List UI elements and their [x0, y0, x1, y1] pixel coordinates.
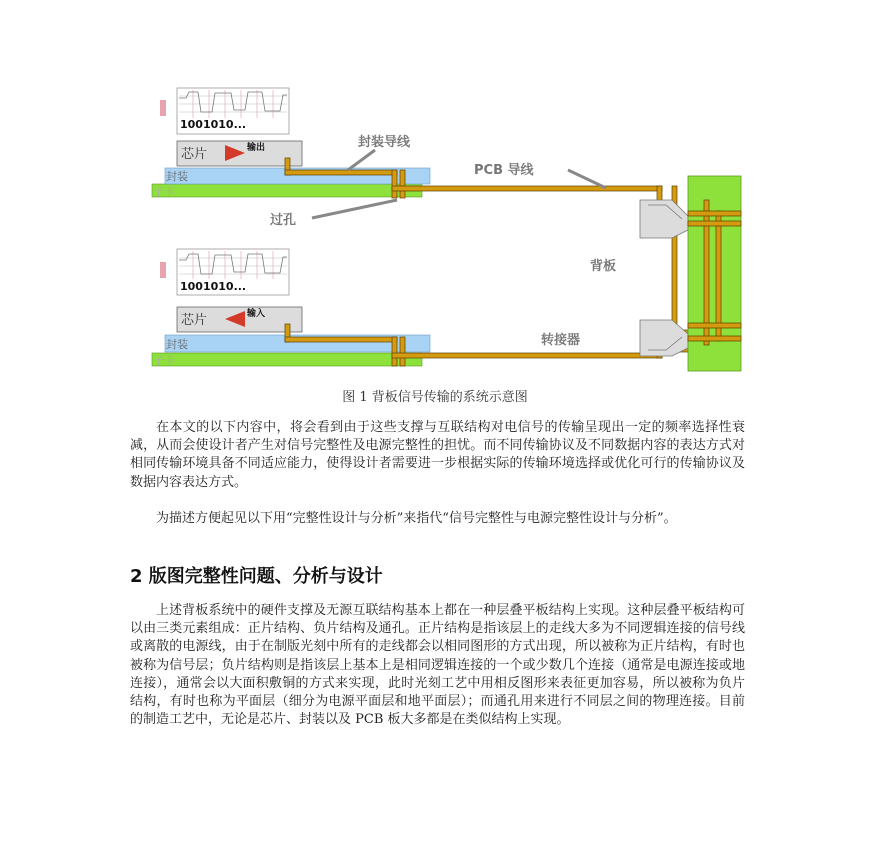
paragraph-1: 在本文的以下内容中，将会看到由于这些支撑与互联结构对电信号的传输呈现出一定的频率选择性衰减，从而会使设计者产生对信号完整性及电源完整性的担忧。而不同传输协议及不同数据内容的表达方式对相同传输环境具备不同适应能力，使得设计者需要进一步根据实际的传输环境选择或优化可行的传输协议及数据内容表达方式。 [130, 420, 745, 490]
section-heading: 2 版图完整性问题、分析与设计 [130, 566, 383, 587]
top-chip-label: 芯片 [181, 147, 208, 162]
backplane-label: 背板 [590, 259, 617, 274]
figure-caption: 图 1 背板信号传输的系统示意图 [342, 390, 528, 405]
paragraph-2: 为描述方便起见以下用“完整性设计与分析”来指代“信号完整性与电源完整性设计与分析”。 [156, 511, 677, 526]
connector-label: 转接器 [541, 333, 581, 348]
pcb-trace-pointer [568, 170, 606, 188]
top-daughter-card [152, 184, 422, 197]
pcb-trace-label: PCB 导线 [474, 163, 534, 178]
via-label: 过孔 [270, 213, 297, 228]
bottom-waveform-plot [160, 249, 289, 295]
output-label: 输出 [247, 143, 266, 153]
package-trace-pointer [348, 150, 375, 170]
package-trace-label: 封装导线 [358, 135, 411, 150]
top-daughter-card-label: 子卡 [153, 185, 175, 198]
bits-bottom-text: 1001010... [180, 280, 247, 293]
top-connector [640, 200, 688, 238]
backplane-board [688, 176, 741, 371]
top-waveform-plot [160, 88, 289, 134]
bottom-package-label: 封装 [166, 338, 188, 351]
backplane-system-diagram [0, 0, 870, 380]
via-pointer [312, 200, 397, 218]
bottom-daughter-card [152, 353, 422, 366]
bottom-daughter-card-label: 子卡 [153, 354, 175, 367]
bottom-chip-label: 芯片 [181, 313, 208, 328]
bottom-connector [640, 320, 688, 356]
input-label: 输入 [247, 309, 266, 319]
paragraph-3: 上述背板系统中的硬件支撑及无源互联结构基本上都在一种层叠平板结构上实现。这种层叠平板结构可以由三类元素组成：正片结构、负片结构及通孔。正片结构是指该层上的走线大多为不同逻辑连接的信号线或离散的电源线，由于在制版光刻中所有的走线都会以相同图形的方式出现，所以被称为正片结构，有时也被称为信号层；负片结构则是指该层上基本上是相同逻辑连接的一个或少数几个连接（通常是电源连接或地连接），通常会以大面积敷铜的方式来实现，此时光刻工艺中用相反图形来表征更加容易，所以被称为负片结构，有时也称为平面层（细分为电源平面层和地平面层）；而通孔用来进行不同层之间的物理连接。目前的制造工艺中，无论是芯片、封装以及 PCB 板大多都是在类似结构上实现。 [130, 603, 745, 728]
bits-top-text: 1001010... [180, 118, 247, 131]
top-package-label: 封装 [166, 170, 188, 183]
